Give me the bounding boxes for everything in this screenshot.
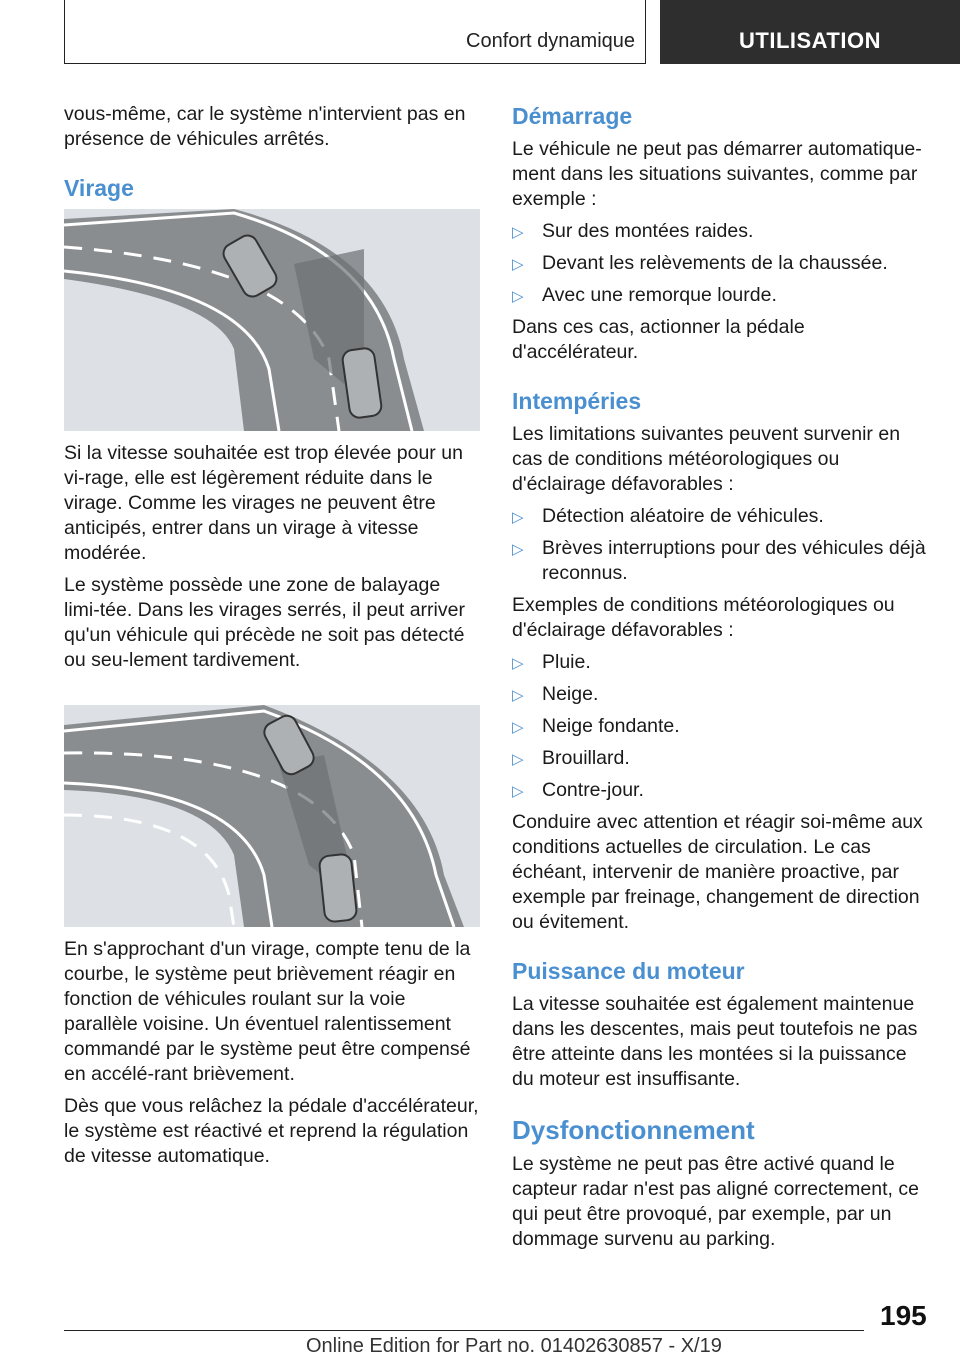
- triangle-bullet-icon: ▷: [512, 224, 524, 241]
- paragraph: En s'approchant d'un virage, compte tenu de la courbe, le système peut brièvement réagir en fonction de véhicules roulant sur la voie parallèle voisine. Un éventuel ralentissement commandé par le système peut être compensé en accélé‐rant brièvement.: [64, 938, 471, 1085]
- list-item: ▷ Sur des montées raides.: [512, 219, 932, 244]
- heading-dysfonctionnement: Dysfonctionnement: [512, 1115, 755, 1145]
- edition-footer: Online Edition for Part no. 01402630857 - X/19: [306, 1335, 722, 1357]
- paragraph: La vitesse souhaitée est également maintenue dans les descentes, mais peut toutefois ne pas être atteinte dans les montées si la puissance du moteur est insuffisante.: [512, 993, 918, 1090]
- list-item: ▷ Devant les relèvements de la chaussée.: [512, 251, 932, 276]
- paragraph: Le système ne peut pas être activé quand le capteur radar n'est pas aligné correctement, ce qui peut être provoqué, par exemple, par un dommage survenu au parking.: [512, 1153, 919, 1250]
- intemperies-list: [512, 504, 932, 586]
- heading-virage: Virage: [64, 175, 134, 201]
- list-item: ▷ Neige fondante.: [512, 714, 932, 739]
- intro-paragraph: vous-même, car le système n'intervient pas en présence de véhicules arrêtés.: [64, 103, 466, 150]
- exemples-list: [512, 650, 932, 803]
- paragraph: Les limitations suivantes peuvent survenir en cas de conditions météorologiques ou d'éclairage défavorables :: [512, 423, 901, 495]
- heading-intemperies: Intempéries: [512, 388, 642, 414]
- paragraph: Dès que vous relâchez la pédale d'accélérateur, le système est réactivé et reprend la régulation de vitesse automatique.: [64, 1095, 479, 1167]
- car-icon: [319, 854, 358, 923]
- triangle-bullet-icon: ▷: [512, 655, 524, 672]
- header-frame: [64, 0, 646, 64]
- chapter-tab: [660, 0, 960, 64]
- heading-puissance: Puissance du moteur: [512, 958, 745, 984]
- list-item: ▷ Détection aléatoire de véhicules.: [512, 504, 932, 529]
- paragraph: Le système possède une zone de balayage limi‐tée. Dans les virages serrés, il peut arriver qu'un véhicule qui précède ne soit pas détecté ou seu‐lement tardivement.: [64, 574, 465, 671]
- triangle-bullet-icon: ▷: [512, 751, 524, 768]
- section-title: Confort dynamique: [466, 30, 635, 52]
- list-item: ▷ Neige.: [512, 682, 932, 707]
- list-item: ▷ Brouillard.: [512, 746, 932, 771]
- curve-illustration-1: [64, 209, 480, 431]
- list-item: ▷ Brèves interruptions pour des véhicules déjà reconnus.: [512, 537, 926, 584]
- page-number: 195: [880, 1300, 927, 1331]
- triangle-bullet-icon: ▷: [512, 256, 524, 273]
- list-item: ▷ Pluie.: [512, 650, 932, 675]
- triangle-bullet-icon: ▷: [512, 719, 524, 736]
- paragraph: Conduire avec attention et réagir soi-même aux conditions actuelles de circulation. Le cas échéant, intervenir de manière proactive, par exemple par freinage, changement de direction ou évitement.: [512, 811, 923, 933]
- list-item: ▷ Contre-jour.: [512, 778, 932, 803]
- paragraph: Exemples de conditions météorologiques ou d'éclairage défavorables :: [512, 594, 895, 641]
- demarrage-list: [512, 219, 932, 308]
- heading-demarrage: Démarrage: [512, 103, 633, 129]
- triangle-bullet-icon: ▷: [512, 509, 524, 526]
- paragraph: Si la vitesse souhaitée est trop élevée pour un vi‐rage, elle est légèrement réduite dans le virage. Comme les virages ne peuvent être anticipés, entrer dans un virage à vitesse modérée.: [64, 442, 463, 564]
- footer-divider: [64, 1330, 864, 1331]
- triangle-bullet-icon: ▷: [512, 783, 524, 800]
- chapter-tab-label: UTILISATION: [739, 28, 881, 53]
- paragraph: Dans ces cas, actionner la pédale d'accélérateur.: [512, 316, 805, 363]
- triangle-bullet-icon: ▷: [512, 541, 524, 558]
- triangle-bullet-icon: ▷: [512, 288, 524, 305]
- paragraph: Le véhicule ne peut pas démarrer automatique‐ment dans les situations suivantes, comme par exemple :: [512, 138, 922, 210]
- list-item: ▷ Avec une remorque lourde.: [512, 283, 932, 308]
- triangle-bullet-icon: ▷: [512, 687, 524, 704]
- left-column: [64, 102, 480, 1176]
- right-column: [512, 102, 932, 1259]
- curve-illustration-2: [64, 705, 480, 927]
